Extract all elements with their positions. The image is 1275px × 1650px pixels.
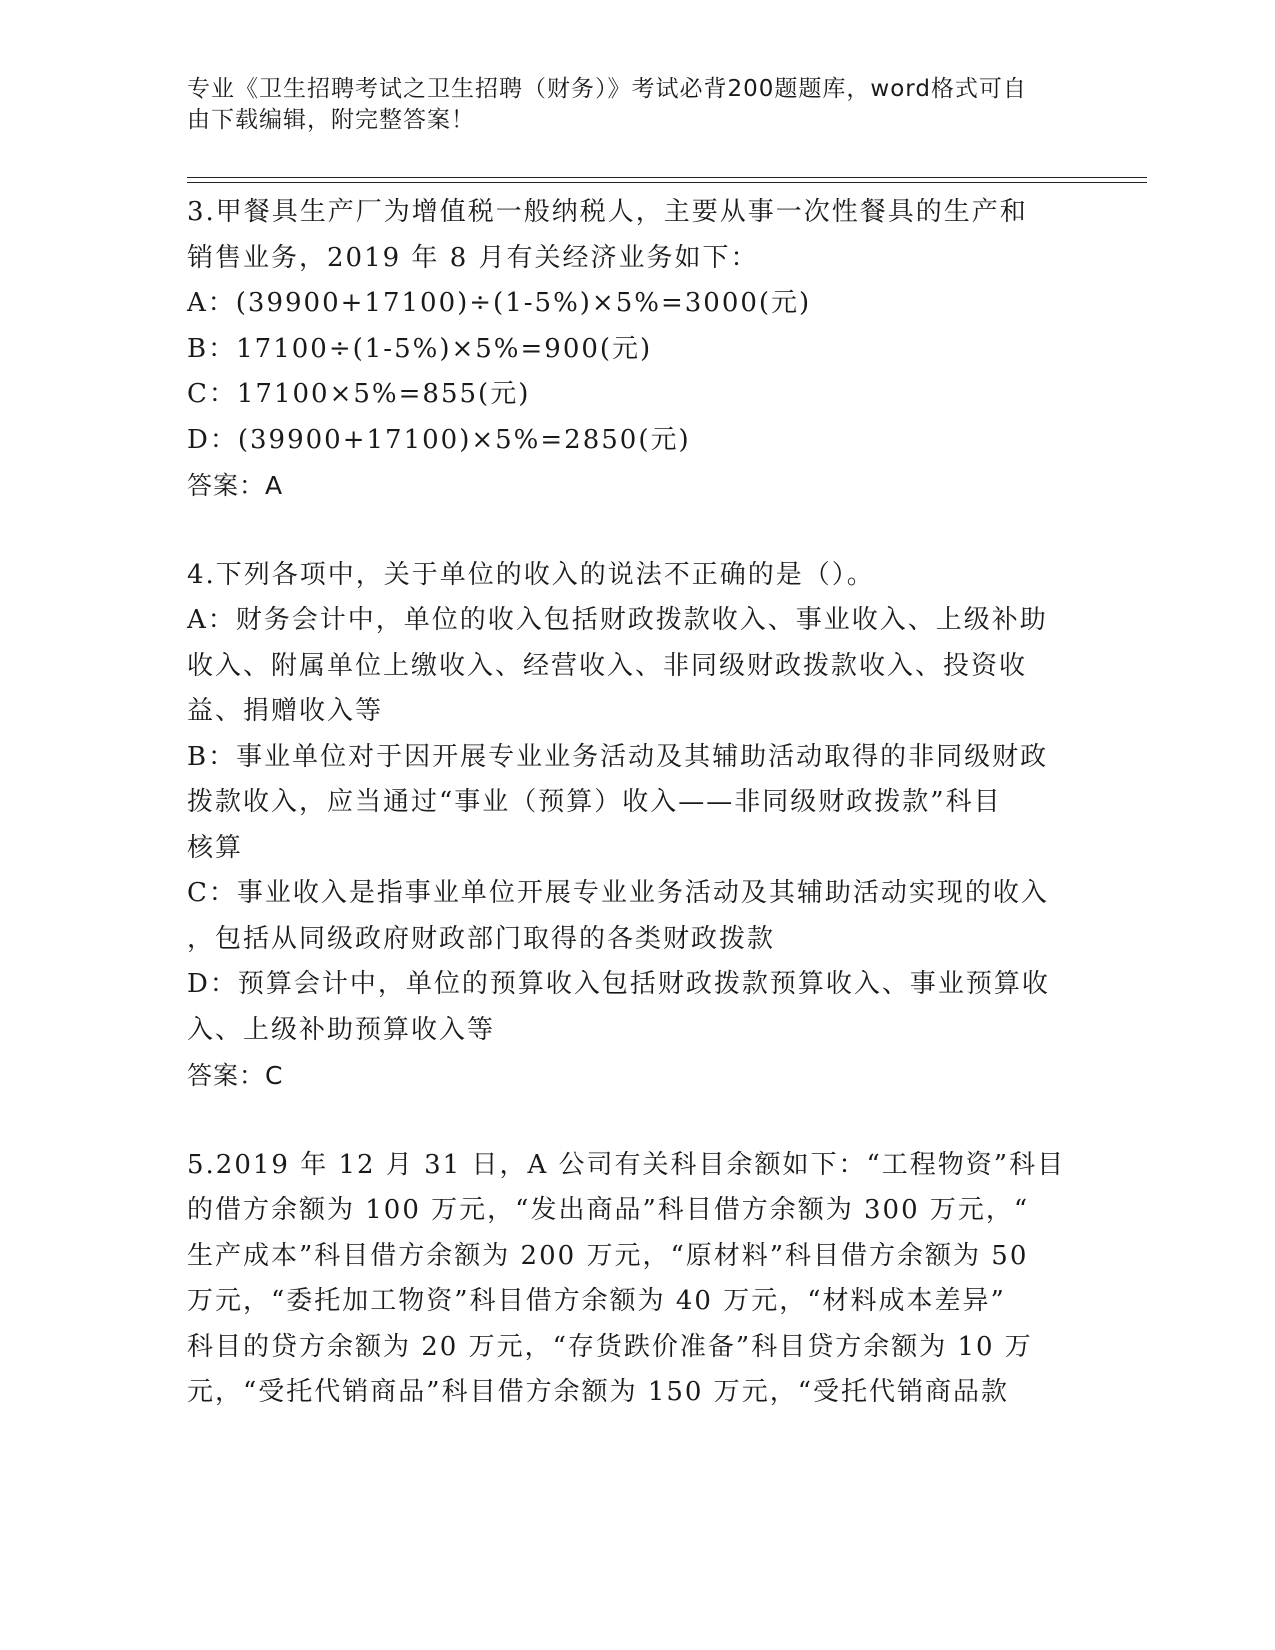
question-4-option-a: A：财务会计中，单位的收入包括财政拨款收入、事业收入、上级补助 — [187, 605, 1048, 635]
question-4-option-b: B：事业单位对于因开展专业业务活动及其辅助活动取得的非同级财政 — [187, 741, 1049, 772]
question-4-option-b-cont: 拨款收入，应当通过“事业（预算）收入——非同级财政拨款”科目 — [187, 787, 1002, 817]
question-4-option-c: C：事业收入是指事业单位开展专业业务活动及其辅助活动实现的收入 — [187, 878, 1049, 908]
question-5-line: 元，“受托代销商品”科目借方余额为 150 万元，“受托代销商品款 — [187, 1377, 1010, 1407]
question-5-line: 万元，“委托加工物资”科目借方余额为 40 万元，“材料成本差异” — [187, 1286, 1006, 1316]
header-divider — [187, 177, 1147, 183]
question-spacer — [187, 1099, 1067, 1143]
question-4-option-d-cont: 入、上级补助预算收入等 — [187, 1014, 496, 1045]
question-4-stem: 4.下列各项中，关于单位的收入的说法不正确的是（）。 — [187, 559, 875, 590]
question-3-option-c: C：17100×5%=855(元) — [187, 379, 531, 409]
question-3-option-a: A：(39900+17100)÷(1-5%)×5%=3000(元) — [187, 288, 812, 318]
question-4-answer: 答案：C — [187, 1061, 284, 1090]
question-4-option-a-cont: 益、捐赠收入等 — [187, 696, 384, 726]
question-5-line: 5.2019 年 12 月 31 日，A 公司有关科目余额如下：“工程物资”科目 — [187, 1149, 1066, 1180]
question-4 — [187, 553, 1067, 1099]
question-4-option-c-cont: ，包括从同级政府财政部门取得的各类财政拨款 — [187, 923, 776, 954]
question-3-answer: 答案：A — [187, 471, 284, 500]
question-4-option-b-cont: 核算 — [187, 832, 244, 863]
question-5-line: 的借方余额为 100 万元，“发出商品”科目借方余额为 300 万元，“ — [187, 1195, 1030, 1225]
question-5-line: 科目的贷方余额为 20 万元，“存货跌价准备”科目贷方余额为 10 万 — [187, 1331, 1033, 1362]
header-line-1: 专业《卫生招聘考试之卫生招聘（财务）》考试必背200题题库，word格式可自 — [187, 76, 1027, 102]
question-spacer — [187, 509, 1067, 553]
question-3-option-b: B：17100÷(1-5%)×5%=900(元) — [187, 333, 653, 364]
question-3-line: 销售业务，2019 年 8 月有关经济业务如下： — [187, 242, 759, 273]
question-5 — [187, 1143, 1067, 1416]
question-4-option-d: D：预算会计中，单位的预算收入包括财政拨款预算收入、事业预算收 — [187, 969, 1050, 999]
question-5-line: 生产成本”科目借方余额为 200 万元，“原材料”科目借方余额为 50 — [187, 1240, 1029, 1271]
document-header — [187, 74, 1067, 136]
question-3-line: 3.甲餐具生产厂为增值税一般纳税人，主要从事一次性餐具的生产和 — [187, 197, 1028, 227]
question-3 — [187, 190, 1067, 509]
question-3-option-d: D：(39900+17100)×5%=2850(元) — [187, 424, 691, 455]
question-4-option-a-cont: 收入、附属单位上缴收入、经营收入、非同级财政拨款收入、投资收 — [187, 650, 1028, 681]
document-body — [187, 190, 1067, 1416]
header-line-2: 由下载编辑，附完整答案！ — [187, 107, 475, 133]
